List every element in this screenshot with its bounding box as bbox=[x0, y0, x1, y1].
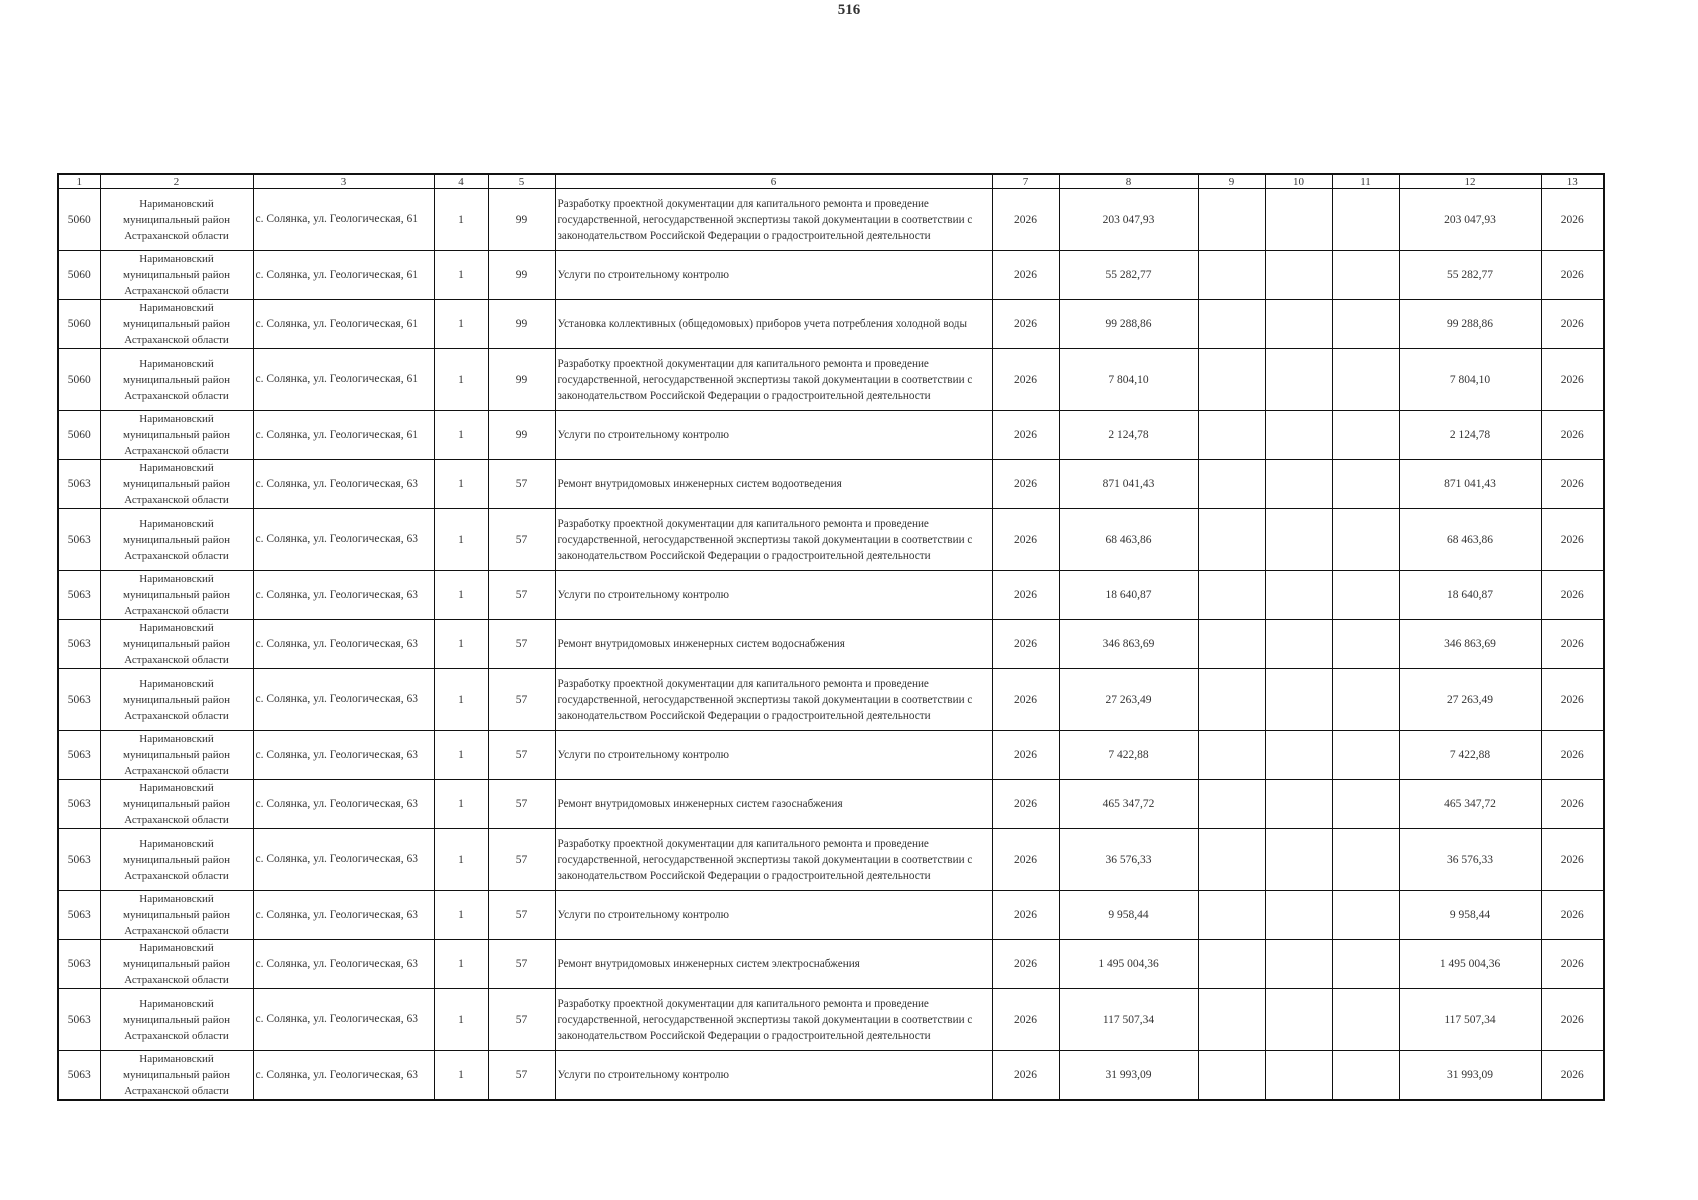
completion-year-cell: 2026 bbox=[1541, 411, 1604, 460]
table-row bbox=[58, 780, 1604, 829]
object-id-cell: 5060 bbox=[58, 300, 100, 349]
col-9-value-cell bbox=[1198, 989, 1265, 1051]
total-cost-cell: 36 576,33 bbox=[1399, 829, 1541, 891]
cost-cell: 9 958,44 bbox=[1059, 891, 1198, 940]
work-type-cell: Разработку проектной документации для капитального ремонта и проведение государственной, негосударственной экспертизы такой документации в соответствии с законодательством Российской Федерации о градостроительной деятельности bbox=[555, 669, 992, 731]
table-row bbox=[58, 571, 1604, 620]
address-cell: с. Солянка, ул. Геологическая, 63 bbox=[253, 989, 434, 1051]
municipality-cell: Наримановский муниципальный район Астраханской области bbox=[100, 1051, 253, 1101]
address-cell: с. Солянка, ул. Геологическая, 61 bbox=[253, 300, 434, 349]
work-type-cell: Разработку проектной документации для капитального ремонта и проведение государственной, негосударственной экспертизы такой документации в соответствии с законодательством Российской Федерации о градостроительной деятельности bbox=[555, 349, 992, 411]
table-row bbox=[58, 411, 1604, 460]
cost-cell: 117 507,34 bbox=[1059, 989, 1198, 1051]
work-type-cell: Услуги по строительному контролю bbox=[555, 571, 992, 620]
work-type-cell: Разработку проектной документации для капитального ремонта и проведение государственной, негосударственной экспертизы такой документации в соответствии с законодательством Российской Федерации о градостроительной деятельности bbox=[555, 989, 992, 1051]
completion-year-cell: 2026 bbox=[1541, 251, 1604, 300]
column-number-5: 5 bbox=[488, 174, 555, 189]
address-cell: с. Солянка, ул. Геологическая, 63 bbox=[253, 669, 434, 731]
year-cell: 2026 bbox=[992, 251, 1059, 300]
total-cost-cell: 7 422,88 bbox=[1399, 731, 1541, 780]
col-10-value-cell bbox=[1265, 349, 1332, 411]
col-11-value-cell bbox=[1332, 189, 1399, 251]
col-4-value-cell: 1 bbox=[434, 731, 488, 780]
col-9-value-cell bbox=[1198, 669, 1265, 731]
total-cost-cell: 871 041,43 bbox=[1399, 460, 1541, 509]
municipality-cell: Наримановский муниципальный район Астраханской области bbox=[100, 349, 253, 411]
total-cost-cell: 27 263,49 bbox=[1399, 669, 1541, 731]
col-4-value-cell: 1 bbox=[434, 940, 488, 989]
work-type-cell: Услуги по строительному контролю bbox=[555, 891, 992, 940]
municipality-cell: Наримановский муниципальный район Астраханской области bbox=[100, 891, 253, 940]
col-5-value-cell: 99 bbox=[488, 251, 555, 300]
col-11-value-cell bbox=[1332, 731, 1399, 780]
col-9-value-cell bbox=[1198, 940, 1265, 989]
col-10-value-cell bbox=[1265, 1051, 1332, 1101]
column-number-10: 10 bbox=[1265, 174, 1332, 189]
year-cell: 2026 bbox=[992, 891, 1059, 940]
object-id-cell: 5063 bbox=[58, 989, 100, 1051]
col-9-value-cell bbox=[1198, 891, 1265, 940]
total-cost-cell: 99 288,86 bbox=[1399, 300, 1541, 349]
col-11-value-cell bbox=[1332, 251, 1399, 300]
object-id-cell: 5063 bbox=[58, 891, 100, 940]
object-id-cell: 5063 bbox=[58, 829, 100, 891]
object-id-cell: 5060 bbox=[58, 349, 100, 411]
col-11-value-cell bbox=[1332, 411, 1399, 460]
completion-year-cell: 2026 bbox=[1541, 571, 1604, 620]
col-11-value-cell bbox=[1332, 571, 1399, 620]
col-10-value-cell bbox=[1265, 829, 1332, 891]
address-cell: с. Солянка, ул. Геологическая, 63 bbox=[253, 731, 434, 780]
address-cell: с. Солянка, ул. Геологическая, 61 bbox=[253, 349, 434, 411]
col-5-value-cell: 57 bbox=[488, 509, 555, 571]
year-cell: 2026 bbox=[992, 571, 1059, 620]
column-number-13: 13 bbox=[1541, 174, 1604, 189]
year-cell: 2026 bbox=[992, 411, 1059, 460]
table-row bbox=[58, 1051, 1604, 1101]
total-cost-cell: 203 047,93 bbox=[1399, 189, 1541, 251]
col-5-value-cell: 57 bbox=[488, 460, 555, 509]
municipality-cell: Наримановский муниципальный район Астраханской области bbox=[100, 829, 253, 891]
table-row bbox=[58, 620, 1604, 669]
column-number-2: 2 bbox=[100, 174, 253, 189]
work-type-cell: Услуги по строительному контролю bbox=[555, 251, 992, 300]
work-type-cell: Ремонт внутридомовых инженерных систем электроснабжения bbox=[555, 940, 992, 989]
cost-cell: 36 576,33 bbox=[1059, 829, 1198, 891]
col-9-value-cell bbox=[1198, 509, 1265, 571]
col-10-value-cell bbox=[1265, 251, 1332, 300]
col-4-value-cell: 1 bbox=[434, 669, 488, 731]
year-cell: 2026 bbox=[992, 940, 1059, 989]
work-type-cell: Услуги по строительному контролю bbox=[555, 1051, 992, 1101]
column-number-row bbox=[58, 174, 1604, 189]
column-number-8: 8 bbox=[1059, 174, 1198, 189]
col-9-value-cell bbox=[1198, 460, 1265, 509]
year-cell: 2026 bbox=[992, 1051, 1059, 1101]
total-cost-cell: 465 347,72 bbox=[1399, 780, 1541, 829]
col-4-value-cell: 1 bbox=[434, 571, 488, 620]
col-9-value-cell bbox=[1198, 571, 1265, 620]
col-10-value-cell bbox=[1265, 571, 1332, 620]
year-cell: 2026 bbox=[992, 460, 1059, 509]
completion-year-cell: 2026 bbox=[1541, 1051, 1604, 1101]
municipality-cell: Наримановский муниципальный район Астраханской области bbox=[100, 189, 253, 251]
total-cost-cell: 9 958,44 bbox=[1399, 891, 1541, 940]
col-11-value-cell bbox=[1332, 940, 1399, 989]
object-id-cell: 5063 bbox=[58, 731, 100, 780]
column-number-11: 11 bbox=[1332, 174, 1399, 189]
col-10-value-cell bbox=[1265, 189, 1332, 251]
address-cell: с. Солянка, ул. Геологическая, 63 bbox=[253, 460, 434, 509]
table-row bbox=[58, 940, 1604, 989]
address-cell: с. Солянка, ул. Геологическая, 63 bbox=[253, 509, 434, 571]
col-9-value-cell bbox=[1198, 829, 1265, 891]
col-5-value-cell: 57 bbox=[488, 571, 555, 620]
col-4-value-cell: 1 bbox=[434, 989, 488, 1051]
cost-cell: 465 347,72 bbox=[1059, 780, 1198, 829]
municipality-cell: Наримановский муниципальный район Астраханской области bbox=[100, 731, 253, 780]
completion-year-cell: 2026 bbox=[1541, 829, 1604, 891]
col-4-value-cell: 1 bbox=[434, 251, 488, 300]
completion-year-cell: 2026 bbox=[1541, 300, 1604, 349]
col-4-value-cell: 1 bbox=[434, 891, 488, 940]
total-cost-cell: 18 640,87 bbox=[1399, 571, 1541, 620]
col-10-value-cell bbox=[1265, 460, 1332, 509]
object-id-cell: 5063 bbox=[58, 940, 100, 989]
municipality-cell: Наримановский муниципальный район Астраханской области bbox=[100, 411, 253, 460]
col-4-value-cell: 1 bbox=[434, 349, 488, 411]
object-id-cell: 5060 bbox=[58, 189, 100, 251]
completion-year-cell: 2026 bbox=[1541, 620, 1604, 669]
completion-year-cell: 2026 bbox=[1541, 940, 1604, 989]
col-9-value-cell bbox=[1198, 189, 1265, 251]
col-10-value-cell bbox=[1265, 411, 1332, 460]
municipality-cell: Наримановский муниципальный район Астраханской области bbox=[100, 571, 253, 620]
col-5-value-cell: 99 bbox=[488, 300, 555, 349]
table-row bbox=[58, 251, 1604, 300]
object-id-cell: 5060 bbox=[58, 411, 100, 460]
year-cell: 2026 bbox=[992, 780, 1059, 829]
year-cell: 2026 bbox=[992, 189, 1059, 251]
total-cost-cell: 346 863,69 bbox=[1399, 620, 1541, 669]
cost-cell: 2 124,78 bbox=[1059, 411, 1198, 460]
col-9-value-cell bbox=[1198, 620, 1265, 669]
object-id-cell: 5063 bbox=[58, 1051, 100, 1101]
col-5-value-cell: 57 bbox=[488, 1051, 555, 1101]
col-10-value-cell bbox=[1265, 989, 1332, 1051]
address-cell: с. Солянка, ул. Геологическая, 63 bbox=[253, 780, 434, 829]
year-cell: 2026 bbox=[992, 989, 1059, 1051]
address-cell: с. Солянка, ул. Геологическая, 63 bbox=[253, 940, 434, 989]
col-4-value-cell: 1 bbox=[434, 189, 488, 251]
cost-cell: 871 041,43 bbox=[1059, 460, 1198, 509]
total-cost-cell: 2 124,78 bbox=[1399, 411, 1541, 460]
col-10-value-cell bbox=[1265, 669, 1332, 731]
object-id-cell: 5060 bbox=[58, 251, 100, 300]
municipality-cell: Наримановский муниципальный район Астраханской области bbox=[100, 460, 253, 509]
completion-year-cell: 2026 bbox=[1541, 731, 1604, 780]
cost-cell: 31 993,09 bbox=[1059, 1051, 1198, 1101]
col-10-value-cell bbox=[1265, 940, 1332, 989]
cost-cell: 68 463,86 bbox=[1059, 509, 1198, 571]
col-5-value-cell: 57 bbox=[488, 940, 555, 989]
col-4-value-cell: 1 bbox=[434, 829, 488, 891]
col-5-value-cell: 57 bbox=[488, 780, 555, 829]
year-cell: 2026 bbox=[992, 669, 1059, 731]
col-9-value-cell bbox=[1198, 300, 1265, 349]
column-number-7: 7 bbox=[992, 174, 1059, 189]
work-type-cell: Разработку проектной документации для капитального ремонта и проведение государственной, негосударственной экспертизы такой документации в соответствии с законодательством Российской Федерации о градостроительной деятельности bbox=[555, 189, 992, 251]
cost-cell: 346 863,69 bbox=[1059, 620, 1198, 669]
col-10-value-cell bbox=[1265, 731, 1332, 780]
municipality-cell: Наримановский муниципальный район Астраханской области bbox=[100, 940, 253, 989]
address-cell: с. Солянка, ул. Геологическая, 63 bbox=[253, 571, 434, 620]
completion-year-cell: 2026 bbox=[1541, 780, 1604, 829]
cost-cell: 7 804,10 bbox=[1059, 349, 1198, 411]
col-11-value-cell bbox=[1332, 989, 1399, 1051]
table-row bbox=[58, 460, 1604, 509]
col-11-value-cell bbox=[1332, 829, 1399, 891]
cost-cell: 203 047,93 bbox=[1059, 189, 1198, 251]
work-type-cell: Услуги по строительному контролю bbox=[555, 411, 992, 460]
object-id-cell: 5063 bbox=[58, 620, 100, 669]
object-id-cell: 5063 bbox=[58, 460, 100, 509]
col-4-value-cell: 1 bbox=[434, 460, 488, 509]
col-11-value-cell bbox=[1332, 620, 1399, 669]
work-type-cell: Ремонт внутридомовых инженерных систем газоснабжения bbox=[555, 780, 992, 829]
address-cell: с. Солянка, ул. Геологическая, 63 bbox=[253, 620, 434, 669]
completion-year-cell: 2026 bbox=[1541, 669, 1604, 731]
address-cell: с. Солянка, ул. Геологическая, 61 bbox=[253, 251, 434, 300]
table-row bbox=[58, 349, 1604, 411]
address-cell: с. Солянка, ул. Геологическая, 61 bbox=[253, 411, 434, 460]
col-5-value-cell: 99 bbox=[488, 411, 555, 460]
table-row bbox=[58, 509, 1604, 571]
col-10-value-cell bbox=[1265, 509, 1332, 571]
completion-year-cell: 2026 bbox=[1541, 189, 1604, 251]
completion-year-cell: 2026 bbox=[1541, 509, 1604, 571]
col-11-value-cell bbox=[1332, 780, 1399, 829]
col-4-value-cell: 1 bbox=[434, 1051, 488, 1101]
col-5-value-cell: 57 bbox=[488, 669, 555, 731]
table-row bbox=[58, 989, 1604, 1051]
col-10-value-cell bbox=[1265, 620, 1332, 669]
table-row bbox=[58, 300, 1604, 349]
cost-cell: 18 640,87 bbox=[1059, 571, 1198, 620]
column-number-12: 12 bbox=[1399, 174, 1541, 189]
address-cell: с. Солянка, ул. Геологическая, 63 bbox=[253, 891, 434, 940]
column-number-1: 1 bbox=[58, 174, 100, 189]
municipality-cell: Наримановский муниципальный район Астраханской области bbox=[100, 620, 253, 669]
col-10-value-cell bbox=[1265, 891, 1332, 940]
year-cell: 2026 bbox=[992, 349, 1059, 411]
col-9-value-cell bbox=[1198, 731, 1265, 780]
col-10-value-cell bbox=[1265, 300, 1332, 349]
work-type-cell: Ремонт внутридомовых инженерных систем водоснабжения bbox=[555, 620, 992, 669]
table-row bbox=[58, 669, 1604, 731]
completion-year-cell: 2026 bbox=[1541, 349, 1604, 411]
col-5-value-cell: 57 bbox=[488, 829, 555, 891]
col-11-value-cell bbox=[1332, 460, 1399, 509]
column-number-6: 6 bbox=[555, 174, 992, 189]
cost-cell: 1 495 004,36 bbox=[1059, 940, 1198, 989]
municipality-cell: Наримановский муниципальный район Астраханской области bbox=[100, 669, 253, 731]
work-type-cell: Услуги по строительному контролю bbox=[555, 731, 992, 780]
col-5-value-cell: 57 bbox=[488, 989, 555, 1051]
work-type-cell: Разработку проектной документации для капитального ремонта и проведение государственной, негосударственной экспертизы такой документации в соответствии с законодательством Российской Федерации о градостроительной деятельности bbox=[555, 829, 992, 891]
object-id-cell: 5063 bbox=[58, 571, 100, 620]
col-5-value-cell: 99 bbox=[488, 349, 555, 411]
object-id-cell: 5063 bbox=[58, 509, 100, 571]
col-4-value-cell: 1 bbox=[434, 620, 488, 669]
registry-table bbox=[57, 173, 1605, 1101]
col-5-value-cell: 57 bbox=[488, 731, 555, 780]
col-11-value-cell bbox=[1332, 509, 1399, 571]
work-type-cell: Ремонт внутридомовых инженерных систем водоотведения bbox=[555, 460, 992, 509]
table-row bbox=[58, 829, 1604, 891]
col-5-value-cell: 99 bbox=[488, 189, 555, 251]
col-11-value-cell bbox=[1332, 669, 1399, 731]
object-id-cell: 5063 bbox=[58, 669, 100, 731]
cost-cell: 55 282,77 bbox=[1059, 251, 1198, 300]
table-row bbox=[58, 731, 1604, 780]
col-4-value-cell: 1 bbox=[434, 509, 488, 571]
object-id-cell: 5063 bbox=[58, 780, 100, 829]
col-10-value-cell bbox=[1265, 780, 1332, 829]
column-number-9: 9 bbox=[1198, 174, 1265, 189]
year-cell: 2026 bbox=[992, 300, 1059, 349]
col-5-value-cell: 57 bbox=[488, 891, 555, 940]
completion-year-cell: 2026 bbox=[1541, 891, 1604, 940]
col-9-value-cell bbox=[1198, 780, 1265, 829]
table-row bbox=[58, 189, 1604, 251]
address-cell: с. Солянка, ул. Геологическая, 63 bbox=[253, 829, 434, 891]
total-cost-cell: 1 495 004,36 bbox=[1399, 940, 1541, 989]
completion-year-cell: 2026 bbox=[1541, 460, 1604, 509]
col-9-value-cell bbox=[1198, 1051, 1265, 1101]
col-9-value-cell bbox=[1198, 411, 1265, 460]
col-4-value-cell: 1 bbox=[434, 300, 488, 349]
total-cost-cell: 31 993,09 bbox=[1399, 1051, 1541, 1101]
table-row bbox=[58, 891, 1604, 940]
col-4-value-cell: 1 bbox=[434, 780, 488, 829]
col-11-value-cell bbox=[1332, 300, 1399, 349]
year-cell: 2026 bbox=[992, 509, 1059, 571]
address-cell: с. Солянка, ул. Геологическая, 61 bbox=[253, 189, 434, 251]
col-11-value-cell bbox=[1332, 891, 1399, 940]
total-cost-cell: 68 463,86 bbox=[1399, 509, 1541, 571]
total-cost-cell: 55 282,77 bbox=[1399, 251, 1541, 300]
year-cell: 2026 bbox=[992, 620, 1059, 669]
year-cell: 2026 bbox=[992, 829, 1059, 891]
page-number: 516 bbox=[837, 2, 861, 18]
address-cell: с. Солянка, ул. Геологическая, 63 bbox=[253, 1051, 434, 1101]
municipality-cell: Наримановский муниципальный район Астраханской области bbox=[100, 989, 253, 1051]
col-9-value-cell bbox=[1198, 349, 1265, 411]
work-type-cell: Установка коллективных (общедомовых) приборов учета потребления холодной воды bbox=[555, 300, 992, 349]
col-5-value-cell: 57 bbox=[488, 620, 555, 669]
total-cost-cell: 7 804,10 bbox=[1399, 349, 1541, 411]
municipality-cell: Наримановский муниципальный район Астраханской области bbox=[100, 300, 253, 349]
col-11-value-cell bbox=[1332, 349, 1399, 411]
year-cell: 2026 bbox=[992, 731, 1059, 780]
cost-cell: 7 422,88 bbox=[1059, 731, 1198, 780]
municipality-cell: Наримановский муниципальный район Астраханской области bbox=[100, 780, 253, 829]
work-type-cell: Разработку проектной документации для капитального ремонта и проведение государственной, негосударственной экспертизы такой документации в соответствии с законодательством Российской Федерации о градостроительной деятельности bbox=[555, 509, 992, 571]
municipality-cell: Наримановский муниципальный район Астраханской области bbox=[100, 251, 253, 300]
municipality-cell: Наримановский муниципальный район Астраханской области bbox=[100, 509, 253, 571]
cost-cell: 99 288,86 bbox=[1059, 300, 1198, 349]
column-number-3: 3 bbox=[253, 174, 434, 189]
cost-cell: 27 263,49 bbox=[1059, 669, 1198, 731]
col-4-value-cell: 1 bbox=[434, 411, 488, 460]
column-number-4: 4 bbox=[434, 174, 488, 189]
col-11-value-cell bbox=[1332, 1051, 1399, 1101]
col-9-value-cell bbox=[1198, 251, 1265, 300]
completion-year-cell: 2026 bbox=[1541, 989, 1604, 1051]
total-cost-cell: 117 507,34 bbox=[1399, 989, 1541, 1051]
